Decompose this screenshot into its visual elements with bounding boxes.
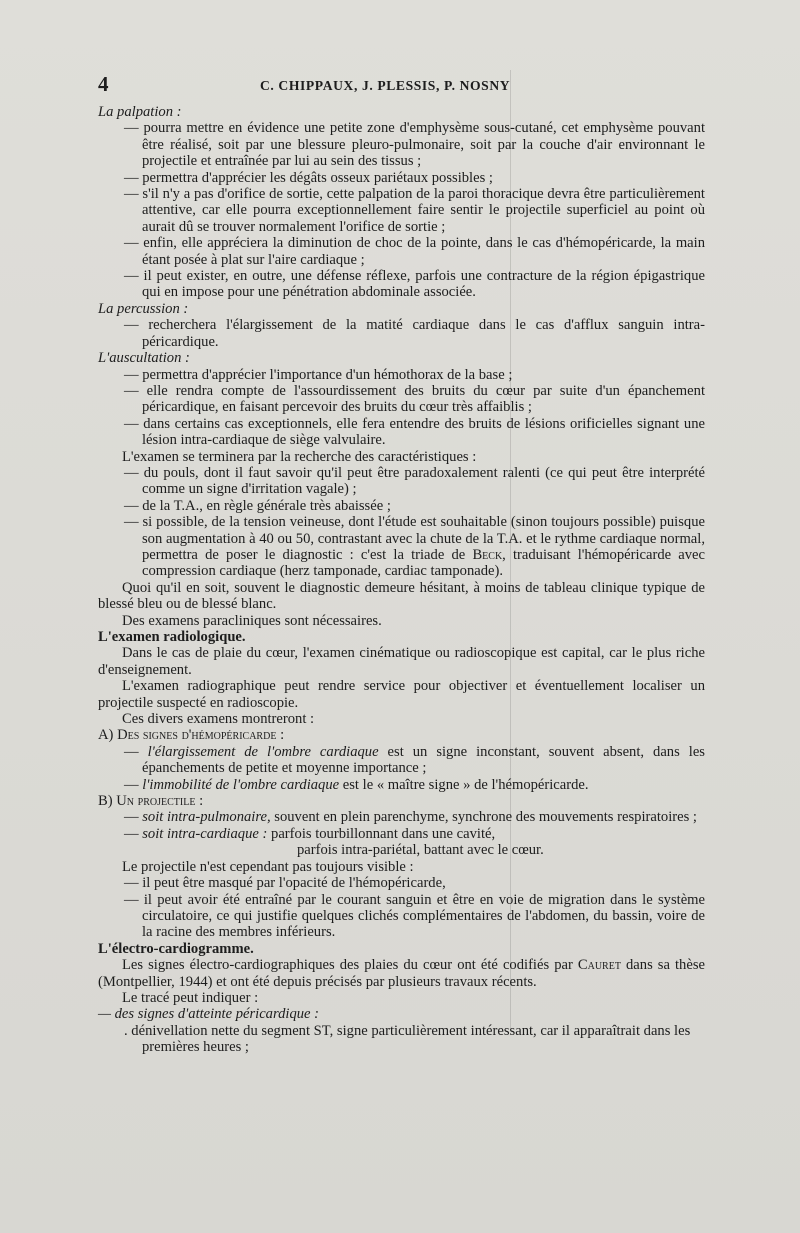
radiologie-b-item: — soit intra-pulmonaire, souvent en plein parenchyme, synchrone des mouvements respiratoires ;: [124, 809, 697, 826]
radiologie-paragraph: Ces divers examens montreront :: [122, 711, 315, 728]
examen-intro: L'examen se terminera par la recherche des caractéristiques :: [122, 448, 477, 465]
author-name-cauret: Cauret: [577, 957, 621, 974]
document-body: [98, 104, 705, 1056]
text-run: — si possible, de la tension veineuse, dont l'étude est souhaitable (sinon toujours possible) puisque son augmentation à 40 ou 50, contrastant avec la chute de la T.A. et le rythme cardiaque normal, permettra de poser le diagnostic : c'est la triade de: [124, 514, 705, 563]
palpation-item: — s'il n'y a pas d'orifice de sortie, cette palpation de la paroi thoracique devra être particulièrement attentive, car elle pourra exceptionnellement faire sentir le projectile superficiel au point où aurait dû se trouver normalement l'orifice de sortie ;: [124, 186, 705, 235]
page-header: [98, 70, 705, 100]
text-run: , traduisant l'hémopéricarde avec compression cardiaque (herz tamponade, cardiac tamponade).: [142, 546, 705, 580]
text-run: souvent en plein parenchyme, synchrone des mouvements respiratoires ;: [270, 809, 697, 826]
section-title-radiologie: L'examen radiologique.: [98, 629, 246, 645]
page-number: 4: [98, 72, 109, 96]
examen-item: — de la T.A., en règle générale très abaissée ;: [124, 497, 391, 514]
palpation-item: — il peut exister, en outre, une défense réflexe, parfois une contracture de la région épigastrique qui en impose pour une pénétration abdominale associée.: [124, 268, 705, 301]
ecg-dot-item: . dénivellation nette du segment ST, signe particulièrement intéressant, car il apparaîtrait dans les premières heures ;: [124, 1022, 691, 1056]
radiologie-paragraph: Dans le cas de plaie du cœur, l'examen cinématique ou radioscopique est capital, car le plus riche d'enseignement.: [98, 645, 705, 678]
palpation-item: — enfin, elle appréciera la diminution de choc de la pointe, dans le cas d'hémopéricarde, la main étant posée à plat sur l'aire cardiaque ;: [124, 235, 705, 268]
percussion-label: La percussion :: [98, 300, 189, 317]
palpation-item: — permettra d'apprécier les dégâts osseux pariétaux possibles ;: [124, 169, 493, 186]
emphasis-text: soit intra-pulmonaire,: [142, 809, 271, 826]
palpation-item: — pourra mettre en évidence une petite zone d'emphysème sous-cutané, cet emphysème pouvant être réalisé, soit par une blessure pleuro-pulmonaire, soit par la couche d'air environnant le projectile et entraînée par lui au sein des tissus ;: [124, 120, 705, 170]
subsection-label: Des signes d'hémopéricarde :: [117, 727, 285, 744]
subsection-b: [98, 793, 705, 809]
radiologie-b-continuation: parfois intra-pariétal, battant avec le cœur.: [297, 842, 544, 859]
radiologie-a-item: — l'élargissement de l'ombre cardiaque est un signe inconstant, souvent absent, dans les épanchements de petite et moyenne importance ;: [124, 743, 705, 777]
radiologie-item: — il peut être masqué par l'opacité de l'hémopéricarde,: [124, 875, 446, 892]
examen-item-tension: [98, 514, 705, 580]
emphasis-text: l'élargissement de l'ombre cardiaque: [147, 743, 379, 760]
subsection-a: [98, 727, 705, 743]
emphasis-text: l'immobilité de l'ombre cardiaque: [142, 776, 340, 793]
text-run: parfois tourbillonnant dans une cavité,: [267, 825, 496, 842]
palpation-label: La palpation :: [98, 104, 182, 120]
emphasis-text: soit intra-cardiaque :: [142, 825, 268, 842]
radiologie-item: — il peut avoir été entraîné par le courant sanguin et être en voie de migration dans le système circulatoire, ce qui justifie quelques clichés complémentaires de l'abdomen, du bassin, voire de la racine des membres inférieurs.: [124, 891, 705, 941]
auscultation-item: — elle rendra compte de l'assourdissement des bruits du cœur par suite d'un épanchement péricardique, en faisant percevoir des bruits du cœur très affaiblis ;: [124, 382, 705, 416]
auscultation-label: L'auscultation :: [98, 350, 190, 367]
percussion-item: — recherchera l'élargissement de la matité cardiaque dans le cas d'afflux sanguin intra-péricardique.: [124, 317, 705, 350]
subsection-letter: A): [98, 727, 118, 744]
page-fold-crease: [510, 70, 511, 1030]
subsection-label: Un projectile :: [116, 793, 204, 810]
author-name-beck: Beck: [472, 546, 503, 563]
section-title-ecg: L'électro-cardiogramme.: [98, 940, 254, 957]
auscultation-item: — permettra d'apprécier l'importance d'un hémothorax de la base ;: [124, 366, 513, 383]
auscultation-item: — dans certains cas exceptionnels, elle fera entendre des bruits de lésions orificielles signant une lésion intra-cardiaque de siège valvulaire.: [124, 415, 705, 449]
examen-item: — du pouls, dont il faut savoir qu'il peut être paradoxalement ralenti (ce qui peut être interprété comme un signe d'irritation vagale) ;: [124, 464, 705, 498]
text-run: dans sa thèse (Montpellier, 1944) et ont été depuis précisés par plusieurs travaux récents.: [98, 957, 705, 990]
text-run: est un signe inconstant, souvent absent, dans les épanchements de petite et moyenne importance ;: [142, 743, 705, 777]
examen-conclusion: Des examens paracliniques sont nécessaires.: [122, 612, 382, 629]
radiologie-paragraph: L'examen radiographique peut rendre service pour objectiver et éventuellement localiser un projectile suspecté en radioscopie.: [98, 678, 705, 711]
subsection-letter: B): [98, 793, 117, 810]
running-head-authors: C. CHIPPAUX, J. PLESSIS, P. NOSNY: [260, 78, 511, 93]
ecg-paragraph: [98, 957, 705, 990]
text-run: est le « maître signe » de l'hémopéricarde.: [339, 776, 589, 793]
radiologie-b-item: — soit intra-cardiaque : parfois tourbillonnant dans une cavité,: [124, 825, 496, 842]
radiologie-a-item: — l'immobilité de l'ombre cardiaque est le « maître signe » de l'hémopéricarde.: [124, 776, 589, 793]
text-run: Les signes électro-cardiographiques des plaies du cœur ont été codifiés par: [122, 957, 578, 974]
examen-conclusion: Quoi qu'il en soit, souvent le diagnostic demeure hésitant, à moins de tableau clinique typique de blessé bleu ou de blessé blanc.: [98, 579, 705, 613]
ecg-paragraph: Le tracé peut indiquer :: [122, 989, 259, 1006]
radiologie-paragraph: Le projectile n'est cependant pas toujours visible :: [122, 858, 414, 875]
ecg-sub-label: — des signes d'atteinte péricardique :: [98, 1006, 320, 1023]
